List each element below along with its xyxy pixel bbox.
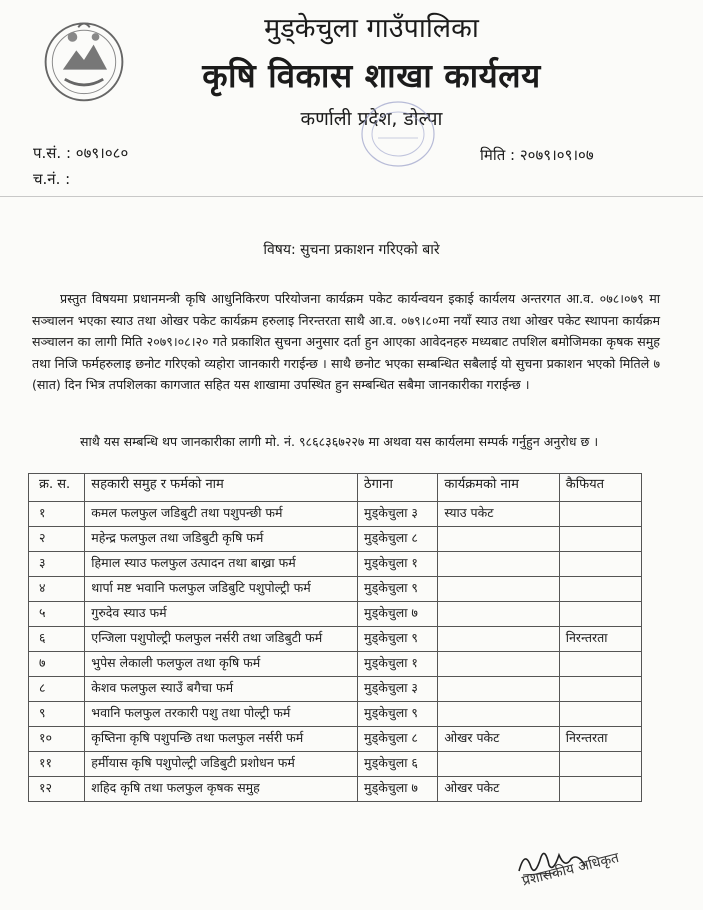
col-remarks: कैफियत bbox=[559, 474, 641, 502]
cell-remarks bbox=[559, 502, 641, 527]
col-serial: क्र. स. bbox=[29, 474, 85, 502]
cell-remarks: निरन्तरता bbox=[559, 627, 641, 652]
province-district: कर्णाली प्रदेश, डोल्पा bbox=[300, 108, 443, 130]
cell-remarks bbox=[559, 652, 641, 677]
body-paragraph-2: साथै यस सम्बन्धि थप जानकारीका लागी मो. नं. ९८६८३६७२२७ मा अथवा यस कार्यलमा सम्पर्क गर्नुहुन अनुरोध छ । bbox=[80, 434, 599, 449]
cell-program bbox=[438, 677, 559, 702]
reference-number: प.सं. : ०७९।०८० bbox=[33, 144, 129, 162]
office-name: कृषि विकास शाखा कार्यलय bbox=[202, 56, 541, 95]
cell-name: हिमाल स्याउ फलफुल उत्पादन तथा बाख्रा फर्म bbox=[85, 552, 358, 577]
cell-address: मुड्केचुला ८ bbox=[358, 727, 438, 752]
cell-name: भुपेस लेकाली फलफुल तथा कृषि फर्म bbox=[85, 652, 358, 677]
cell-serial: ७ bbox=[29, 652, 85, 677]
cell-program bbox=[438, 602, 559, 627]
cell-name: थार्पा मष्ट भवानि फलफुल जडिबुटि पशुपोल्ट्री फर्म bbox=[85, 577, 358, 602]
col-group-name: सहकारी समुह र फर्मको नाम bbox=[85, 474, 358, 502]
cell-address: मुड्केचुला ७ bbox=[358, 777, 438, 802]
office-seal-icon bbox=[358, 98, 438, 170]
cell-serial: १० bbox=[29, 727, 85, 752]
table-row bbox=[29, 577, 642, 602]
letter-date: मिति : २०७९।०९।०७ bbox=[480, 146, 594, 164]
cell-remarks bbox=[559, 777, 641, 802]
selected-farms-table bbox=[28, 473, 642, 802]
cell-name: गुरुदेव स्याउ फर्म bbox=[85, 602, 358, 627]
cell-address: मुड्केचुला ९ bbox=[358, 627, 438, 652]
cell-remarks: निरन्तरता bbox=[559, 727, 641, 752]
cell-remarks bbox=[559, 602, 641, 627]
cell-remarks bbox=[559, 702, 641, 727]
cell-program bbox=[438, 527, 559, 552]
cell-program: ओखर पकेट bbox=[438, 777, 559, 802]
cell-address: मुड्केचुला ८ bbox=[358, 527, 438, 552]
table-row bbox=[29, 677, 642, 702]
header-divider bbox=[0, 196, 703, 197]
table-row bbox=[29, 777, 642, 802]
letter-subject: विषय: सुचना प्रकाशन गरिएको बारे bbox=[263, 242, 440, 258]
table-header-row bbox=[29, 474, 642, 502]
cell-serial: ४ bbox=[29, 577, 85, 602]
cell-program: स्याउ पकेट bbox=[438, 502, 559, 527]
cell-address: मुड्केचुला ३ bbox=[358, 502, 438, 527]
cell-serial: १ bbox=[29, 502, 85, 527]
cell-program bbox=[438, 577, 559, 602]
cell-program bbox=[438, 702, 559, 727]
cell-address: मुड्केचुला १ bbox=[358, 552, 438, 577]
cell-address: मुड्केचुला ७ bbox=[358, 602, 438, 627]
cell-remarks bbox=[559, 677, 641, 702]
designation-stamp: प्रशासकीय अधिकृत bbox=[520, 849, 621, 890]
col-address: ठेगाना bbox=[358, 474, 438, 502]
cell-address: मुड्केचुला ९ bbox=[358, 702, 438, 727]
body-paragraph-1: प्रस्तुत विषयमा प्रधानमन्त्री कृषि आधुनिकिरण परियोजना कार्यक्रम पकेट कार्यन्वयन इकाई कार्यलय अन्तरगत आ.व. ०७८।०७९ मा सञ्चालन भएका स्याउ तथा ओखर पकेट कार्यक्रम हरुलाइ निरन्तरता साथै आ.व. ०७९।८०मा नयाँ स्याउ तथा ओखर पकेट स्थापना कार्यक्रम सञ्चालन का लागी मिति २०७९।०८।२० गते प्रकाशित सुचना अनुसार दर्ता हुन आएका आवेदनहरु मध्यबाट तपशिल बमोजिमका कृषक समुह तथा निजि फर्महरुलाइ छनोट गरिएको व्यहोरा जानकारी गराईन्छ । साथै छनोट भएका सम्बन्धित सबैलाई यो सुचना प्रकाशन भएको मितिले ७ (सात) दिन भित्र तपशिलका कागजात सहित यस शाखामा उपस्थित हुन सम्बन्धित सबैमा जानकारीका गराईन्छ । bbox=[32, 291, 660, 392]
cell-program bbox=[438, 652, 559, 677]
table-row bbox=[29, 602, 642, 627]
cell-address: मुड्केचुला ३ bbox=[358, 677, 438, 702]
cell-program bbox=[438, 552, 559, 577]
table-row bbox=[29, 552, 642, 577]
dispatch-number: च.नं. : bbox=[33, 170, 71, 188]
cell-serial: ६ bbox=[29, 627, 85, 652]
cell-name: हर्मीयास कृषि पशुपोल्ट्री जडिबुटी प्रशोधन फर्म bbox=[85, 752, 358, 777]
cell-remarks bbox=[559, 752, 641, 777]
cell-remarks bbox=[559, 527, 641, 552]
municipality-name: मुड्केचुला गाउँपालिका bbox=[264, 13, 479, 44]
table-row bbox=[29, 727, 642, 752]
cell-serial: ३ bbox=[29, 552, 85, 577]
col-program: कार्यक्रमको नाम bbox=[438, 474, 559, 502]
cell-serial: ११ bbox=[29, 752, 85, 777]
cell-serial: ५ bbox=[29, 602, 85, 627]
cell-program bbox=[438, 752, 559, 777]
cell-remarks bbox=[559, 577, 641, 602]
table-row bbox=[29, 702, 642, 727]
cell-serial: १२ bbox=[29, 777, 85, 802]
cell-name: महेन्द्र फलफुल तथा जडिबुटी कृषि फर्म bbox=[85, 527, 358, 552]
table-row bbox=[29, 502, 642, 527]
cell-remarks bbox=[559, 552, 641, 577]
cell-name: कृष्तिना कृषि पशुपन्छि तथा फलफुल नर्सरी फर्म bbox=[85, 727, 358, 752]
table-row bbox=[29, 752, 642, 777]
cell-address: मुड्केचुला ६ bbox=[358, 752, 438, 777]
cell-program: ओखर पकेट bbox=[438, 727, 559, 752]
cell-name: शहिद कृषि तथा फलफुल कृषक समुह bbox=[85, 777, 358, 802]
cell-serial: ९ bbox=[29, 702, 85, 727]
table-row bbox=[29, 527, 642, 552]
cell-address: मुड्केचुला १ bbox=[358, 652, 438, 677]
cell-name: भवानि फलफुल तरकारी पशु तथा पोल्ट्री फर्म bbox=[85, 702, 358, 727]
cell-name: कमल फलफुल जडिबुटी तथा पशुपन्छी फर्म bbox=[85, 502, 358, 527]
cell-serial: २ bbox=[29, 527, 85, 552]
table-row bbox=[29, 627, 642, 652]
cell-name: एन्जिला पशुपोल्ट्री फलफुल नर्सरी तथा जडिबुटी फर्म bbox=[85, 627, 358, 652]
table-row bbox=[29, 652, 642, 677]
cell-name: केशव फलफुल स्याउँ बगैचा फर्म bbox=[85, 677, 358, 702]
cell-address: मुड्केचुला ९ bbox=[358, 577, 438, 602]
cell-serial: ८ bbox=[29, 677, 85, 702]
cell-program bbox=[438, 627, 559, 652]
